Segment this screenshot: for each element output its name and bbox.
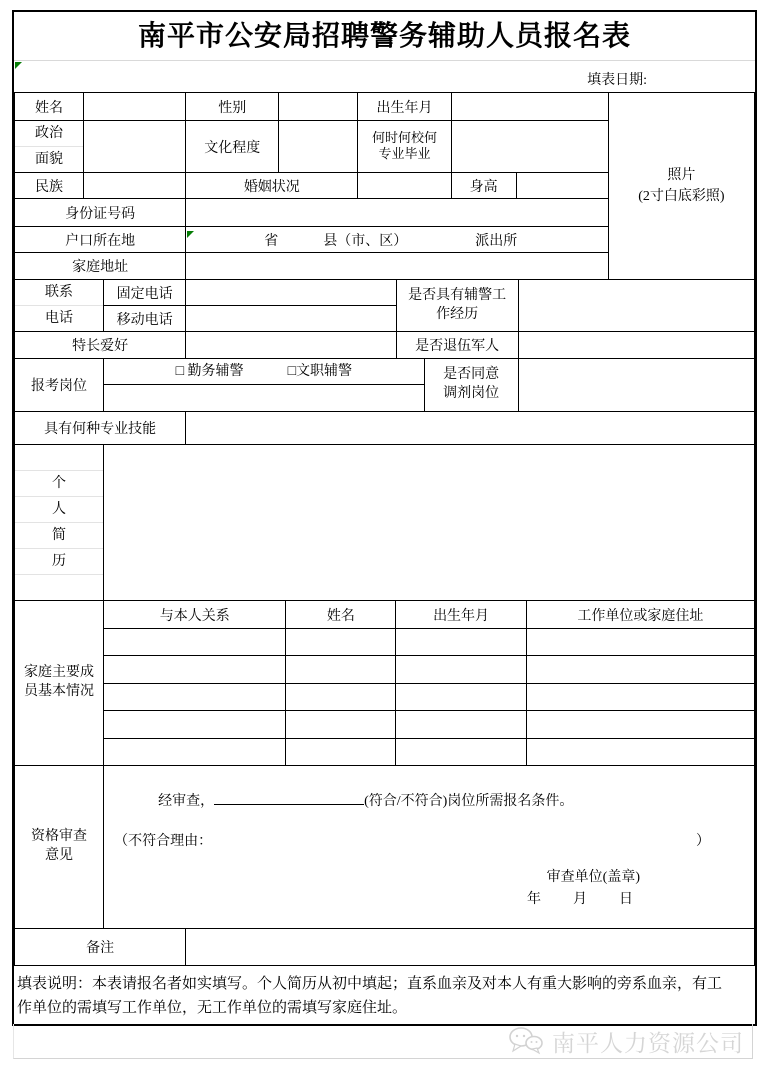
aux-experience-input[interactable] — [518, 280, 754, 332]
family-header-relation: 与本人关系 — [104, 601, 286, 629]
resume-input[interactable] — [104, 445, 755, 601]
resume-table — [14, 444, 755, 601]
adjust-position-input[interactable] — [518, 359, 754, 412]
landline-label: 固定电话 — [104, 280, 186, 306]
family-row — [15, 629, 755, 656]
name-input[interactable] — [84, 93, 186, 121]
birth-label: 出生年月 — [358, 93, 451, 121]
photo-label-line2: (2寸白底彩照) — [638, 189, 725, 204]
adjust-position-label: 是否同意调剂岗位 — [424, 359, 518, 412]
duty-auxiliary-checkbox[interactable]: □ 勤务辅警 — [175, 364, 244, 379]
cell-marker-icon — [15, 62, 22, 69]
family-table — [14, 600, 755, 766]
remarks-table — [14, 928, 755, 966]
family-workunit-input[interactable] — [526, 656, 754, 684]
ethnicity-label: 民族 — [15, 173, 84, 199]
family-row — [15, 684, 755, 711]
mobile-input[interactable] — [186, 306, 396, 332]
id-number-input[interactable] — [186, 199, 609, 227]
family-section-label: 家庭主要成员基本情况 — [15, 601, 104, 766]
political-status-label: 政治 面貌 — [15, 121, 84, 173]
graduation-input[interactable] — [451, 121, 608, 173]
height-label: 身高 — [451, 173, 516, 199]
birth-input[interactable] — [451, 93, 608, 121]
photo-box — [608, 93, 754, 280]
review-stamp-label: 审查单位(盖章) — [546, 870, 640, 885]
family-relation-input[interactable] — [104, 739, 286, 766]
position-options — [104, 359, 424, 385]
position-label: 报考岗位 — [15, 359, 104, 412]
skills-input[interactable] — [186, 412, 755, 445]
family-name-input[interactable] — [286, 629, 396, 656]
family-name-input[interactable] — [286, 711, 396, 739]
page-title: 南平市公安局招聘警务辅助人员报名表 — [14, 12, 755, 61]
photo-label-line1: 照片 — [667, 168, 696, 183]
marital-label: 婚姻状况 — [186, 173, 358, 199]
hobbies-label: 特长爱好 — [15, 332, 186, 359]
review-table — [14, 765, 755, 929]
marital-input[interactable] — [358, 173, 451, 199]
review-content — [104, 766, 755, 929]
hobbies-input[interactable] — [186, 332, 396, 359]
veteran-input[interactable] — [518, 332, 754, 359]
basic-info-table — [14, 92, 755, 280]
position-input[interactable] — [104, 385, 424, 412]
residence-label: 户口所在地 — [15, 227, 186, 253]
family-workunit-input[interactable] — [526, 629, 754, 656]
resume-char: 简 — [15, 522, 103, 548]
family-relation-input[interactable] — [104, 629, 286, 656]
family-row — [15, 739, 755, 766]
landline-input[interactable] — [186, 280, 396, 306]
height-input[interactable] — [516, 173, 608, 199]
residence-input[interactable] — [186, 227, 609, 253]
review-label: 资格审查意见 — [15, 766, 104, 929]
footer — [13, 1024, 753, 1059]
family-header-birth: 出生年月 — [396, 601, 526, 629]
graduation-label: 何时何校何专业毕业 — [358, 121, 451, 173]
family-birth-input[interactable] — [396, 739, 526, 766]
remarks-input[interactable] — [186, 929, 755, 966]
resume-char: 人 — [15, 496, 103, 522]
fill-date-row — [14, 61, 755, 93]
review-result-line: 经审查， (符合/不符合)岗位所需报名条件。 — [106, 790, 752, 810]
family-workunit-input[interactable] — [526, 711, 754, 739]
resume-label — [15, 445, 104, 601]
veteran-label: 是否退伍军人 — [396, 332, 518, 359]
family-birth-input[interactable] — [396, 711, 526, 739]
contact-phone-label: 联系 电话 — [15, 280, 104, 332]
name-label: 姓名 — [15, 93, 84, 121]
residence-province-label: 省 — [264, 233, 279, 249]
family-name-input[interactable] — [286, 739, 396, 766]
id-number-label: 身份证号码 — [15, 199, 186, 227]
ethnicity-input[interactable] — [84, 173, 186, 199]
family-row — [15, 656, 755, 684]
review-reason-line: （不符合理由： ） — [114, 834, 710, 849]
gender-label: 性别 — [186, 93, 279, 121]
resume-char: 个 — [15, 470, 103, 496]
skills-label: 具有何种专业技能 — [15, 412, 186, 445]
resume-char: 历 — [15, 548, 103, 574]
home-address-label: 家庭地址 — [15, 253, 186, 280]
gender-input[interactable] — [279, 93, 358, 121]
family-header-workunit: 工作单位或家庭住址 — [526, 601, 754, 629]
contact-position-table — [14, 279, 755, 445]
family-relation-input[interactable] — [104, 711, 286, 739]
family-birth-input[interactable] — [396, 684, 526, 711]
family-name-input[interactable] — [286, 684, 396, 711]
family-birth-input[interactable] — [396, 656, 526, 684]
family-workunit-input[interactable] — [526, 739, 754, 766]
fill-date-label: 填表日期: — [587, 73, 647, 88]
cell-marker-icon — [187, 231, 194, 238]
family-birth-input[interactable] — [396, 629, 526, 656]
family-relation-input[interactable] — [104, 656, 286, 684]
mobile-label: 移动电话 — [104, 306, 186, 332]
home-address-input[interactable] — [186, 253, 609, 280]
form-box — [12, 10, 757, 1026]
family-row — [15, 711, 755, 739]
footer-company-name: 南平人力资源公司 — [552, 1030, 744, 1056]
family-workunit-input[interactable] — [526, 684, 754, 711]
chat-bubbles-icon — [508, 1026, 544, 1056]
family-header-name: 姓名 — [286, 601, 396, 629]
education-input[interactable] — [279, 121, 358, 173]
remarks-label: 备注 — [15, 929, 186, 966]
fill-instructions: 填表说明：本表请报名者如实填写。个人简历从初中填起；直系血亲及对本人有重大影响的旁系血亲，有工作单位的需填写工作单位，无工作单位的需填写家庭住址。 — [17, 976, 723, 1016]
residence-county-label: 县（市、区） — [323, 233, 408, 249]
political-status-input[interactable] — [84, 121, 186, 173]
review-date-line: 年 月 日 — [527, 892, 633, 907]
aux-experience-label: 是否具有辅警工作经历 — [396, 280, 518, 332]
family-name-input[interactable] — [286, 656, 396, 684]
review-result-blank[interactable] — [214, 790, 364, 805]
clerical-auxiliary-checkbox[interactable]: □文职辅警 — [287, 364, 353, 379]
family-relation-input[interactable] — [104, 684, 286, 711]
education-label: 文化程度 — [186, 121, 279, 173]
residence-station-label: 派出所 — [475, 233, 518, 249]
